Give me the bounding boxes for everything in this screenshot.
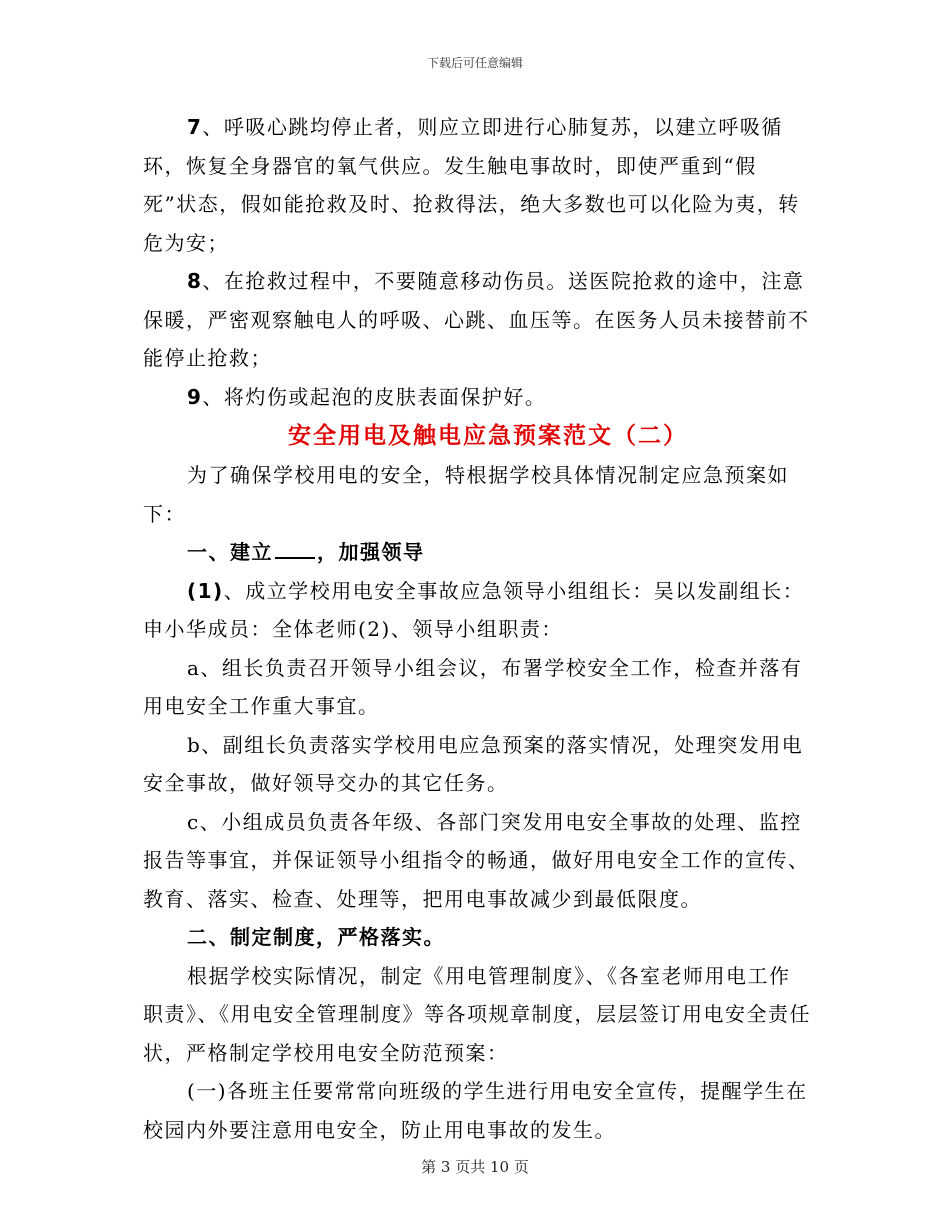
heading-1 <box>143 533 811 572</box>
paragraph-8 <box>143 262 811 378</box>
paragraph-rules: 根据学校实际情况，制定《用电管理制度》、《各室老师用电工作职责》、《用电安全管理制度》等各项规章制度，层层签订用电安全责任状，严格制定学校用电安全防范预案： <box>143 963 811 1065</box>
paragraph-text: 、在抢救过程中，不要随意移动伤员。送医院抢救的途中，注意保暖，严密观察触电人的呼吸、心跳、血压等。在医务人员未接替前不能停止抢救； <box>143 269 810 370</box>
paragraph-1 <box>143 572 811 649</box>
heading-2: 二、制定制度，严格落实。 <box>187 925 445 949</box>
item-number: 8 <box>187 269 203 293</box>
document-body <box>143 108 811 1149</box>
paragraph-b: b、副组长负责落实学校用电应急预案的落实情况，处理突发用电安全事故，做好领导交办的其它任务。 <box>143 732 804 795</box>
paragraph-c: c、小组成员负责各年级、各部门突发用电安全事故的处理、监控报告等事宜，并保证领导小组指令的畅通，做好用电安全工作的宣传、教育、落实、检查、处理等，把用电事故减少到最低限度。 <box>143 809 810 911</box>
paragraph-text: 、成立学校用电安全事故应急领导小组组长：吴以发副组长：申小华成员：全体老师(2)、领导小组职责： <box>143 578 805 641</box>
heading-text: ，加强领导 <box>317 540 425 564</box>
paragraph-a: a、组长负责召开领导小组会议，布署学校安全工作，检查并落有用电安全工作重大事宜。 <box>143 655 803 718</box>
page-footer: 第 3 页共 10 页 <box>421 1158 529 1176</box>
heading-text: 一、建立 <box>187 540 273 564</box>
item-number: (1) <box>187 578 224 603</box>
paragraph-9 <box>143 378 811 417</box>
section-title: 安全用电及触电应急预案范文（二） <box>288 423 688 449</box>
paragraph-text: 、呼吸心跳均停止者，则应立即进行心肺复苏，以建立呼吸循环，恢复全身器官的氧气供应。发生触电事故时，即使严重到“假死”状态，假如能抢救及时、抢救得法，绝大多数也可以化险为夷，转危为安； <box>143 115 800 255</box>
item-number: 9 <box>187 384 203 409</box>
page-header: 下载后可任意编辑 <box>426 56 523 70</box>
paragraph-text: 、将灼伤或起泡的皮肤表面保护好。 <box>202 384 547 409</box>
item-number: 7 <box>187 115 203 139</box>
paragraph-one: (一)各班主任要常常向班级的学生进行用电安全宣传，提醒学生在校园内外要注意用电安全，防止用电事故的发生。 <box>143 1079 808 1142</box>
fill-in-blank <box>275 537 315 559</box>
intro-paragraph: 为了确保学校用电的安全，特根据学校具体情况制定应急预案如下： <box>143 463 789 526</box>
paragraph-7 <box>143 108 811 262</box>
